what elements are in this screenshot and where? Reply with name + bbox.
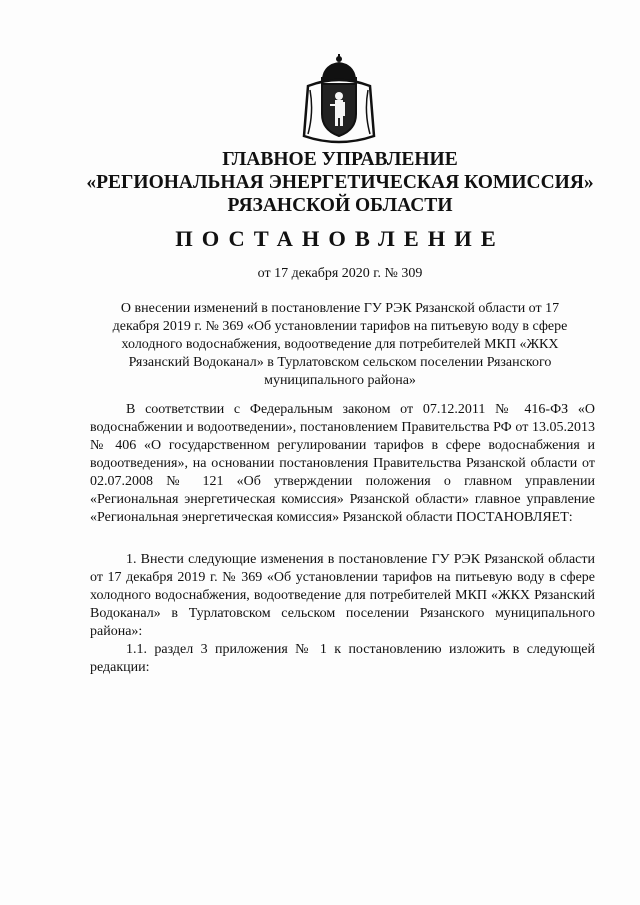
preamble-paragraph [90, 401, 595, 527]
issuer-line-3: РЯЗАНСКОЙ ОБЛАСТИ [227, 195, 453, 216]
date-and-number: от 17 декабря 2020 г. № 309 [257, 266, 423, 281]
clauses-section [90, 551, 595, 677]
issuer-line-1: ГЛАВНОЕ УПРАВЛЕНИЕ [222, 149, 458, 170]
coat-of-arms-icon [294, 52, 384, 148]
clause-1: 1. Внести следующие изменения в постановление ГУ РЭК Рязанской области от 17 декабря 2019 г. № 369 «Об установлении тарифов на питьевую воду в сфере холодного водоснабжения, водоотведение для потребителей МКП «ЖКХ Рязанский Водоканал» в Турлатовском сельском поселении Рязанского муниципального района»: [90, 552, 595, 639]
document-subject: О внесении изменений в постановление ГУ РЭК Рязанской области от 17 декабря 2019 г. № 369 «Об установлении тарифов на питьевую воду в сфере холодного водоснабжения, водоотведение для потребителей МКП «ЖКХ Рязанский Водоканал» в Турлатовском сельском поселении Рязанского муниципального района» [112, 301, 568, 388]
issuer-header [40, 148, 640, 217]
document-type-title: ПОСТАНОВЛЕНИЕ [175, 226, 505, 251]
preamble-text: В соответствии с Федеральным законом от 07.12.2011 № 416-ФЗ «О водоснабжении и водоотведении», постановлением Правительства РФ от 13.05.2013 № 406 «О государственном регулировании тарифов в сфере водоснабжения и водоотведения», на основании постановления Правительства Рязанской области от 02.07.2008 № 121 «Об утверждении положения о главном управлении «Региональная энергетическая комиссия» Рязанской области» главное управление «Региональная энергетическая комиссия» Рязанской области ПОСТАНОВЛЯЕТ: [90, 402, 595, 525]
issuer-line-2: «РЕГИОНАЛЬНАЯ ЭНЕРГЕТИЧЕСКАЯ КОМИССИЯ» [86, 172, 594, 193]
clause-1-1: 1.1. раздел 3 приложения № 1 к постановлению изложить в следующей редакции: [90, 642, 595, 675]
